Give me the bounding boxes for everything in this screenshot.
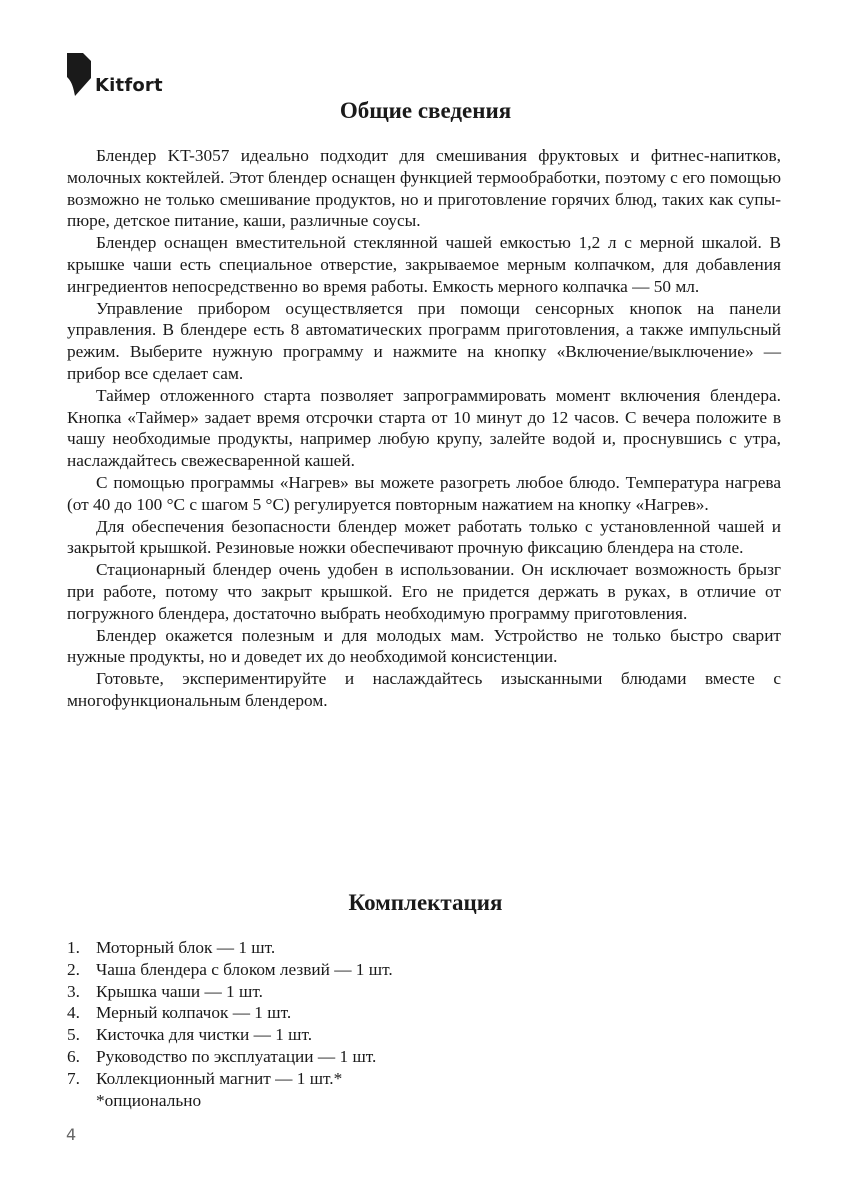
- list-item: [67, 1068, 393, 1090]
- list-item: [67, 1024, 393, 1046]
- item-number: 4.: [67, 1003, 80, 1023]
- item-number: 2.: [67, 959, 80, 979]
- section-title-general: Общие сведения: [339, 98, 512, 123]
- item-text: Кисточка для чистки — 1 шт.: [96, 1025, 313, 1045]
- list-item: [67, 981, 393, 1003]
- item-text: Крышка чаши — 1 шт.: [96, 981, 263, 1001]
- paragraph: Блендер окажется полезным и для молодых мам. Устройство не только быстро сварит нужные продукты, но и доведет их до необходимой консистенции.: [67, 625, 781, 667]
- item-text: Коллекционный магнит — 1 шт.*: [96, 1068, 343, 1088]
- general-description: [67, 145, 781, 712]
- item-text: Мерный колпачок — 1 шт.: [96, 1003, 292, 1023]
- paragraph: Таймер отложенного старта позволяет запрограммировать момент включения блендера. Кнопка «Таймер» задает время отсрочки старта от 10 минут до 12 часов. С вечера положите в чашу необходимые продукты, например любую крупу, залейте водой и, проснувшись с утра, наслаждайтесь свежесваренной кашей.: [67, 385, 781, 471]
- list-item: [67, 959, 393, 981]
- list-item: [67, 1002, 393, 1024]
- item-text: Руководство по эксплуатации — 1 шт.: [96, 1046, 377, 1066]
- paragraph: Стационарный блендер очень удобен в использовании. Он исключает возможность брызг при работе, потому что закрыт крышкой. Его не придется держать в руках, в отличие от погружного блендера, достаточно выбрать необходимую программу приготовления.: [67, 560, 781, 623]
- kitfort-flag-icon: [66, 51, 92, 97]
- paragraph: Блендер оснащен вместительной стеклянной чашей емкостью 1,2 л с мерной шкалой. В крышке чаши есть специальное отверстие, закрываемое мерным колпачком, для добавления ингредиентов непосредственно во время работы. Емкость мерного колпачка — 50 мл.: [67, 233, 781, 296]
- paragraph: Готовьте, экспериментируйте и наслаждайтесь изысканными блюдами вместе с многофункциональным блендером.: [67, 669, 781, 710]
- paragraph: Блендер KT-3057 идеально подходит для смешивания фруктовых и фитнес-напитков, молочных коктейлей. Этот блендер оснащен функцией термообработки, поэтому с его помощью возможно не только смешивание продуктов, но и приготовление горячих блюд, таких как супы-пюре, детское питание, каши, различные соусы.: [67, 146, 781, 231]
- page-number: 4: [66, 1125, 77, 1144]
- item-number: 6.: [67, 1046, 80, 1066]
- brand-name: Kitfort: [95, 75, 163, 96]
- paragraph: Для обеспечения безопасности блендер может работать только с установленной чашей и закрытой крышкой. Резиновые ножки обеспечивают прочную фиксацию блендера на столе.: [67, 516, 781, 558]
- item-number: 3.: [67, 981, 80, 1001]
- paragraph: С помощью программы «Нагрев» вы можете разогреть любое блюдо. Температура нагрева (от 40 до 100 °С с шагом 5 °С) регулируется повторным нажатием на кнопку «Нагрев».: [67, 472, 781, 514]
- kit-list: [67, 937, 393, 1111]
- item-number: 5.: [67, 1025, 80, 1045]
- section-title-kit: Комплектация: [348, 890, 503, 915]
- footnote: *опционально: [96, 1090, 202, 1110]
- list-item: [67, 937, 393, 959]
- list-item: [67, 1046, 393, 1068]
- item-number: 1.: [67, 938, 80, 957]
- item-text: Моторный блок — 1 шт.: [96, 938, 276, 957]
- item-text: Чаша блендера с блоком лезвий — 1 шт.: [96, 959, 393, 979]
- item-number: 7.: [67, 1068, 80, 1088]
- paragraph: Управление прибором осуществляется при помощи сенсорных кнопок на панели управления. В блендере есть 8 автоматических программ приготовления, а также импульсный режим. Выберите нужную программу и нажмите на кнопку «Включение/выключение» — прибор все сделает сам.: [67, 298, 781, 383]
